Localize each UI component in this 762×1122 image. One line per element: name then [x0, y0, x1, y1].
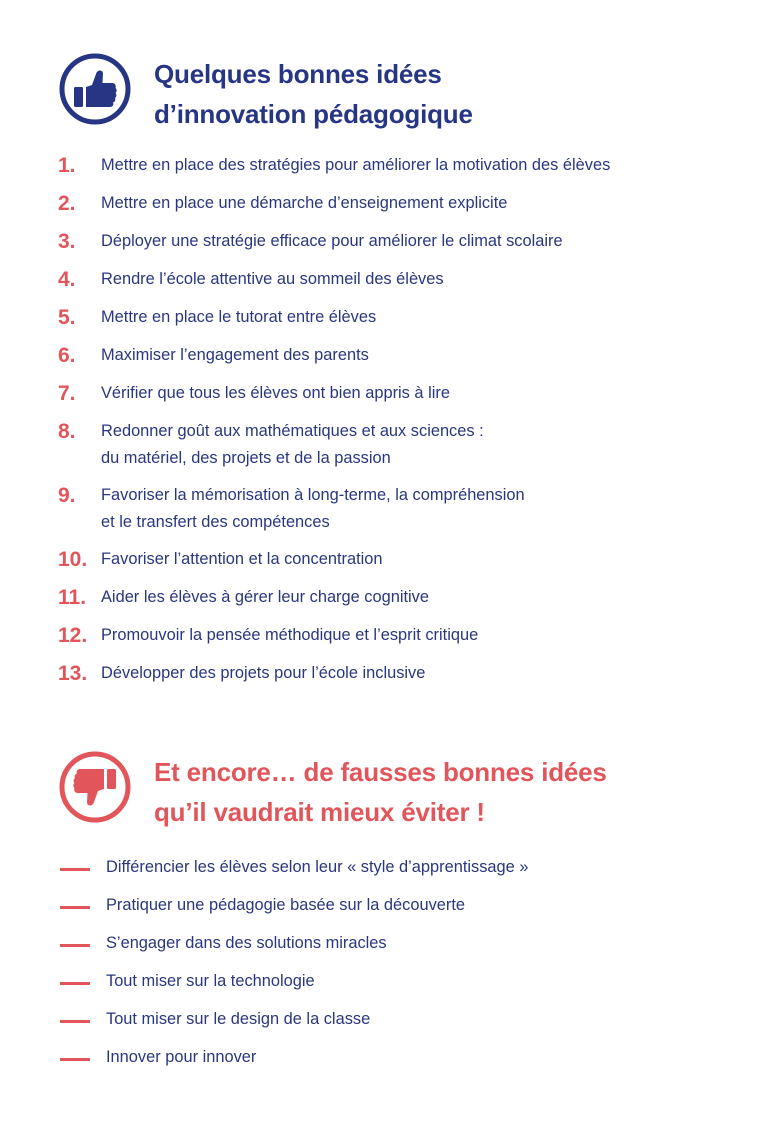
good-idea-item [58, 482, 718, 536]
good-idea-text: Vérifier que tous les élèves ont bien appris à lire [101, 384, 450, 402]
thumbs-down-icon [58, 750, 132, 824]
good-idea-item [58, 622, 718, 649]
good-idea-text: Redonner goût aux mathématiques et aux sciences : [101, 422, 484, 440]
good-idea-text: et le transfert des compétences [101, 513, 330, 531]
dash-icon [60, 944, 90, 947]
bad-ideas-list [58, 854, 718, 1082]
good-idea-item [58, 380, 718, 407]
dash-icon [60, 906, 90, 909]
good-idea-item [58, 304, 718, 331]
bad-idea-item [58, 1044, 718, 1071]
good-idea-item [58, 584, 718, 611]
dash-icon [60, 868, 90, 871]
good-idea-text: Rendre l’école attentive au sommeil des élèves [101, 270, 444, 288]
dash-icon [60, 982, 90, 985]
good-idea-item [58, 342, 718, 369]
good-idea-text: Mettre en place le tutorat entre élèves [101, 308, 377, 326]
good-idea-text: Mettre en place une démarche d’enseignement explicite [101, 194, 508, 212]
bad-idea-text: Pratiquer une pédagogie basée sur la découverte [106, 896, 466, 914]
good-idea-number: 7. [58, 382, 76, 405]
bad-ideas-title-line1: Et encore… de fausses bonnes idées [154, 757, 607, 787]
bad-idea-text: Innover pour innover [106, 1048, 257, 1066]
good-idea-number: 1. [58, 154, 76, 177]
bad-idea-text: S’engager dans des solutions miracles [106, 934, 387, 952]
good-idea-number: 6. [58, 344, 76, 367]
good-idea-text: Favoriser l’attention et la concentration [101, 550, 383, 568]
good-idea-item [58, 266, 718, 293]
bad-idea-item [58, 892, 718, 919]
bad-ideas-title [154, 752, 607, 832]
good-idea-text: Mettre en place des stratégies pour améliorer la motivation des élèves [101, 156, 611, 174]
bad-ideas-title-line2: qu’il vaudrait mieux éviter ! [154, 797, 485, 827]
good-idea-item [58, 228, 718, 255]
thumbs-up-icon [58, 52, 132, 126]
good-idea-number: 4. [58, 268, 76, 291]
good-idea-text: Maximiser l’engagement des parents [101, 346, 369, 364]
bad-idea-text: Tout miser sur le design de la classe [106, 1010, 371, 1028]
good-ideas-list [58, 152, 718, 698]
good-idea-text: Développer des projets pour l’école inclusive [101, 664, 426, 682]
good-idea-text: Aider les élèves à gérer leur charge cognitive [101, 588, 429, 606]
good-idea-item [58, 190, 718, 217]
good-idea-text: Favoriser la mémorisation à long-terme, la compréhension [101, 486, 525, 504]
good-ideas-title [154, 54, 473, 134]
good-idea-number: 10. [58, 548, 88, 571]
bad-idea-item [58, 968, 718, 995]
bad-idea-item [58, 1006, 718, 1033]
dash-icon [60, 1020, 90, 1023]
bad-idea-item [58, 930, 718, 957]
bad-idea-text: Différencier les élèves selon leur « style d’apprentissage » [106, 858, 529, 876]
good-idea-text: Déployer une stratégie efficace pour améliorer le climat scolaire [101, 232, 563, 250]
good-idea-number: 11. [58, 586, 87, 609]
good-idea-number: 12. [58, 624, 88, 647]
good-idea-text: Promouvoir la pensée méthodique et l’esprit critique [101, 626, 479, 644]
good-idea-number: 9. [58, 484, 76, 507]
good-idea-number: 5. [58, 306, 76, 329]
good-idea-number: 13. [58, 662, 88, 685]
good-ideas-title-line1: Quelques bonnes idées [154, 59, 442, 89]
good-idea-number: 8. [58, 420, 76, 443]
good-idea-item [58, 418, 718, 472]
bad-idea-text: Tout miser sur la technologie [106, 972, 315, 990]
good-idea-item [58, 152, 718, 179]
good-ideas-title-line2: d’innovation pédagogique [154, 99, 473, 129]
good-idea-item [58, 660, 718, 687]
good-idea-number: 2. [58, 192, 76, 215]
good-idea-number: 3. [58, 230, 76, 253]
good-idea-text: du matériel, des projets et de la passion [101, 449, 391, 467]
bad-idea-item [58, 854, 718, 881]
dash-icon [60, 1058, 90, 1061]
good-idea-item [58, 546, 718, 573]
